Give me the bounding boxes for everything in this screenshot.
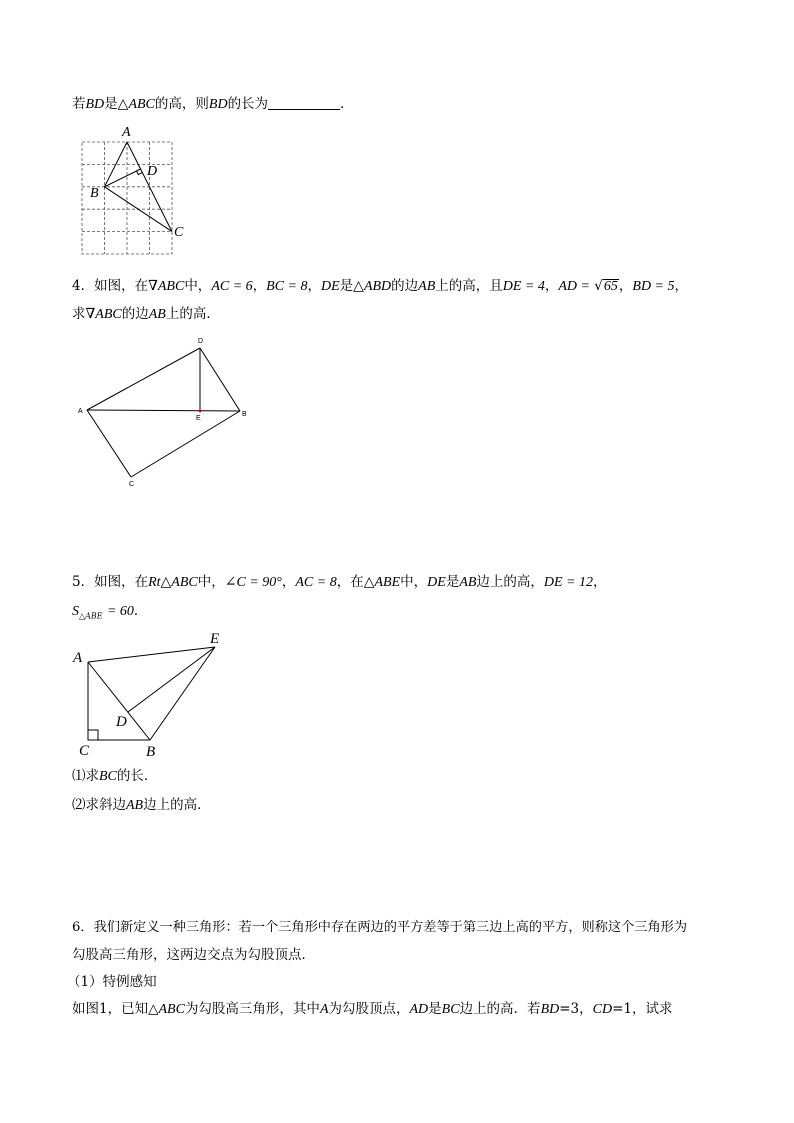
q4-label-a: A <box>78 408 83 415</box>
q5-area-subscript: △ABE <box>79 611 103 621</box>
q4-de: DE <box>321 279 340 294</box>
q5-text: 的长． <box>116 768 158 784</box>
q5-rt-triangle: Rt△ABC <box>148 575 198 590</box>
q5-text: 如图，在 <box>94 574 149 590</box>
q6-bd: BD <box>540 1002 560 1017</box>
q6-cd: CD <box>592 1002 613 1017</box>
q4-text: 上的高． <box>165 306 220 322</box>
q6-text: 边上的高．若 <box>459 1001 541 1017</box>
q6-line-1: 6．我们新定义一种三角形：若一个三角形中存在两边的平方差等于第三边上高的平方，则称这个三角形为 <box>72 920 688 935</box>
q3-text: 的高，则 <box>154 96 209 112</box>
q5-label-d: D <box>116 714 127 730</box>
q5-text: 中， <box>400 574 428 590</box>
q6-text: 如图1，已知△ <box>72 1001 159 1017</box>
q6-text: =3， <box>559 1001 593 1017</box>
q4-text: 求 <box>72 306 86 322</box>
q5-label-a: A <box>73 650 83 666</box>
q3-bd: BD <box>85 97 105 112</box>
q6-line-2: 勾股高三角形，这两边交点为勾股顶点． <box>72 947 315 963</box>
q4-ab: AB <box>148 307 166 322</box>
q4-text: ， <box>674 278 688 294</box>
q4-text: 的边 <box>391 278 419 294</box>
q4-label-d: D <box>198 338 204 345</box>
q5-right-angle-mark <box>88 730 98 740</box>
q3-text: ． <box>340 96 354 112</box>
q5-label-c: C <box>79 743 90 759</box>
q3-triangle-abc: △ABC <box>117 97 155 112</box>
q5-text: 中， <box>197 574 225 590</box>
q4-triangle-abc: ∇ABC <box>85 307 122 322</box>
q5-segment-ae <box>88 647 215 662</box>
q5-text: 是 <box>445 574 460 590</box>
q5-angle-c: ∠C = 90° <box>224 575 282 590</box>
q5-ac: AC = 8 <box>295 575 337 590</box>
q4-ab: AB <box>418 279 436 294</box>
q4-text: ， <box>252 278 267 294</box>
q3-text: 是 <box>104 96 118 112</box>
q3-text: 若 <box>72 96 86 112</box>
q4-text: 中， <box>184 278 212 294</box>
q4-text: ， <box>307 278 321 294</box>
q4-text: ， <box>544 278 559 294</box>
q6-ad: AD <box>409 1002 429 1017</box>
q5-sub-question-1 <box>72 766 157 787</box>
q6-text: 是 <box>428 1001 442 1017</box>
q6-line-3: （1）特例感知 <box>67 974 157 990</box>
q5-text: 边上的高， <box>476 574 544 590</box>
q3-label-a: A <box>122 125 131 140</box>
q5-sub-question-2 <box>72 795 211 816</box>
q5-de-value: DE = 12 <box>543 575 594 590</box>
q5-text: ，在 <box>336 574 364 590</box>
q5-label-b: B <box>146 744 156 760</box>
q4-sqrt-value: 65 <box>603 279 618 294</box>
q4-number: 4． <box>72 278 95 294</box>
q4-line-1: 4．如图，在∇ABC中，AC = 6，BC = 8，DE是△ABD的边AB上的高，且DE = 4，AD = √65，BD = 5， <box>72 278 688 294</box>
q3-text: 的长为 <box>227 96 269 112</box>
q5-text: 边上的高． <box>143 797 211 813</box>
q6-abc: ABC <box>158 1002 185 1017</box>
q4-label-b: B <box>242 411 247 418</box>
q4-bd: BD = 5 <box>632 279 675 294</box>
q4-ac: AC = 6 <box>211 279 253 294</box>
q4-text: 如图，在 <box>94 278 149 294</box>
q6-a: A <box>319 1002 329 1017</box>
q3-label-c: C <box>174 225 184 240</box>
q4-text: 是 <box>339 278 354 294</box>
q5-ab: AB <box>459 575 477 590</box>
q4-text: ， <box>618 278 633 294</box>
q6-text: 为勾股高三角形，其中 <box>184 1001 320 1017</box>
q5-area-symbol: S <box>72 604 79 619</box>
q4-triangle-abc: ∇ABC <box>148 279 185 294</box>
q5-de: DE <box>427 575 446 590</box>
q5-ab: AB <box>126 798 144 813</box>
q4-text: 上的高，且 <box>435 278 503 294</box>
q6-bc: BC <box>441 1002 460 1017</box>
q5-bc: BC <box>99 769 117 784</box>
q5-text: ⑴求 <box>72 768 99 784</box>
q6-line-4 <box>72 999 673 1020</box>
q4-text: 的边 <box>121 306 149 322</box>
q6-text: 为勾股顶点， <box>328 1001 410 1017</box>
q5-text: ⑵求斜边 <box>72 797 126 813</box>
q5-triangle-abe: △ABE <box>363 575 401 590</box>
q3-label-b: B <box>90 186 99 201</box>
q5-text: ， <box>281 574 296 590</box>
q5-text: ． <box>133 603 148 619</box>
q5-text: ， <box>593 574 607 590</box>
q5-area-value: = 60 <box>106 604 134 619</box>
q6-text: =1，试求 <box>612 1001 673 1017</box>
q5-segment-ed <box>128 647 215 712</box>
q4-ad: AD = <box>558 279 590 294</box>
q3-bd: BD <box>208 97 228 112</box>
q4-label-e: E <box>196 415 201 422</box>
q4-label-c: C <box>129 481 135 488</box>
q4-bc: BC = 8 <box>266 279 308 294</box>
q5-number: 5． <box>72 574 95 590</box>
q5-segment-eb <box>150 647 215 740</box>
q3-label-d: D <box>147 164 158 179</box>
q4-triangle-abd: △ABD <box>353 279 392 294</box>
q4-de-value: DE = 4 <box>502 279 545 294</box>
q5-label-e: E <box>210 631 220 647</box>
